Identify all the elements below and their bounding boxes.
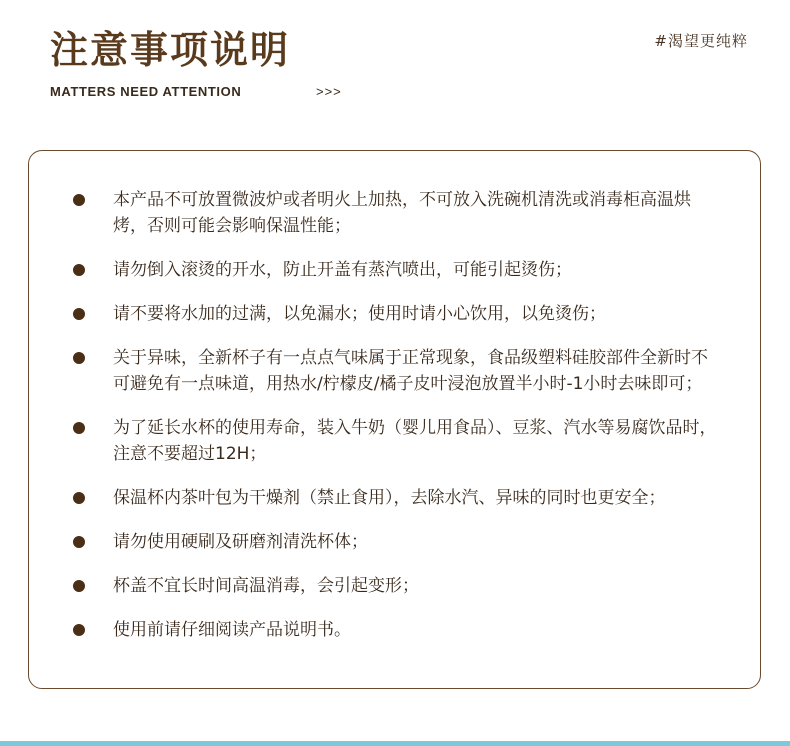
list-item bbox=[29, 301, 760, 327]
arrows-decoration: >>> bbox=[316, 84, 342, 99]
list-item-text: 为了延长水杯的使用寿命，装入牛奶（婴儿用食品）、豆浆、汽水等易腐饮品时，注意不要超过12H； bbox=[113, 418, 717, 464]
list-item bbox=[29, 573, 760, 599]
list-item-text: 使用前请仔细阅读产品说明书。 bbox=[113, 620, 351, 640]
page-subtitle: MATTERS NEED ATTENTION bbox=[50, 84, 242, 99]
list-item bbox=[29, 529, 760, 555]
bullet-icon bbox=[73, 352, 85, 364]
hashtag-label: #渴望更纯粹 bbox=[654, 32, 748, 50]
bullet-icon bbox=[73, 308, 85, 320]
bullet-icon bbox=[73, 536, 85, 548]
bullet-icon bbox=[73, 264, 85, 276]
list-item-text: 请不要将水加的过满，以免漏水；使用时请小心饮用，以免烫伤； bbox=[113, 304, 606, 324]
bullet-icon bbox=[73, 580, 85, 592]
list-item bbox=[29, 345, 760, 397]
list-item bbox=[29, 617, 760, 643]
list-item bbox=[29, 415, 760, 467]
bottom-accent-bar bbox=[0, 741, 790, 746]
list-item bbox=[29, 485, 760, 511]
list-item-text: 请勿倒入滚烫的开水，防止开盖有蒸汽喷出，可能引起烫伤； bbox=[113, 260, 572, 280]
bullet-icon bbox=[73, 422, 85, 434]
page-title: 注意事项说明 bbox=[50, 28, 291, 72]
list-item-text: 本产品不可放置微波炉或者明火上加热，不可放入洗碗机清洗或消毒柜高温烘烤，否则可能会影响保温性能； bbox=[113, 190, 691, 236]
notes-box bbox=[28, 150, 761, 689]
list-item bbox=[29, 187, 760, 239]
list-item-text: 关于异味，全新杯子有一点点气味属于正常现象，食品级塑料硅胶部件全新时不可避免有一点味道，用热水/柠檬皮/橘子皮叶浸泡放置半小时-1小时去味即可； bbox=[113, 348, 708, 394]
list-item bbox=[29, 257, 760, 283]
bullet-icon bbox=[73, 194, 85, 206]
notes-list bbox=[29, 187, 760, 661]
list-item-text: 请勿使用硬刷及研磨剂清洗杯体； bbox=[113, 532, 368, 552]
bullet-icon bbox=[73, 492, 85, 504]
bullet-icon bbox=[73, 624, 85, 636]
list-item-text: 杯盖不宜长时间高温消毒，会引起变形； bbox=[113, 576, 419, 596]
list-item-text: 保温杯内茶叶包为干燥剂（禁止食用），去除水汽、异味的同时也更安全； bbox=[113, 488, 666, 508]
